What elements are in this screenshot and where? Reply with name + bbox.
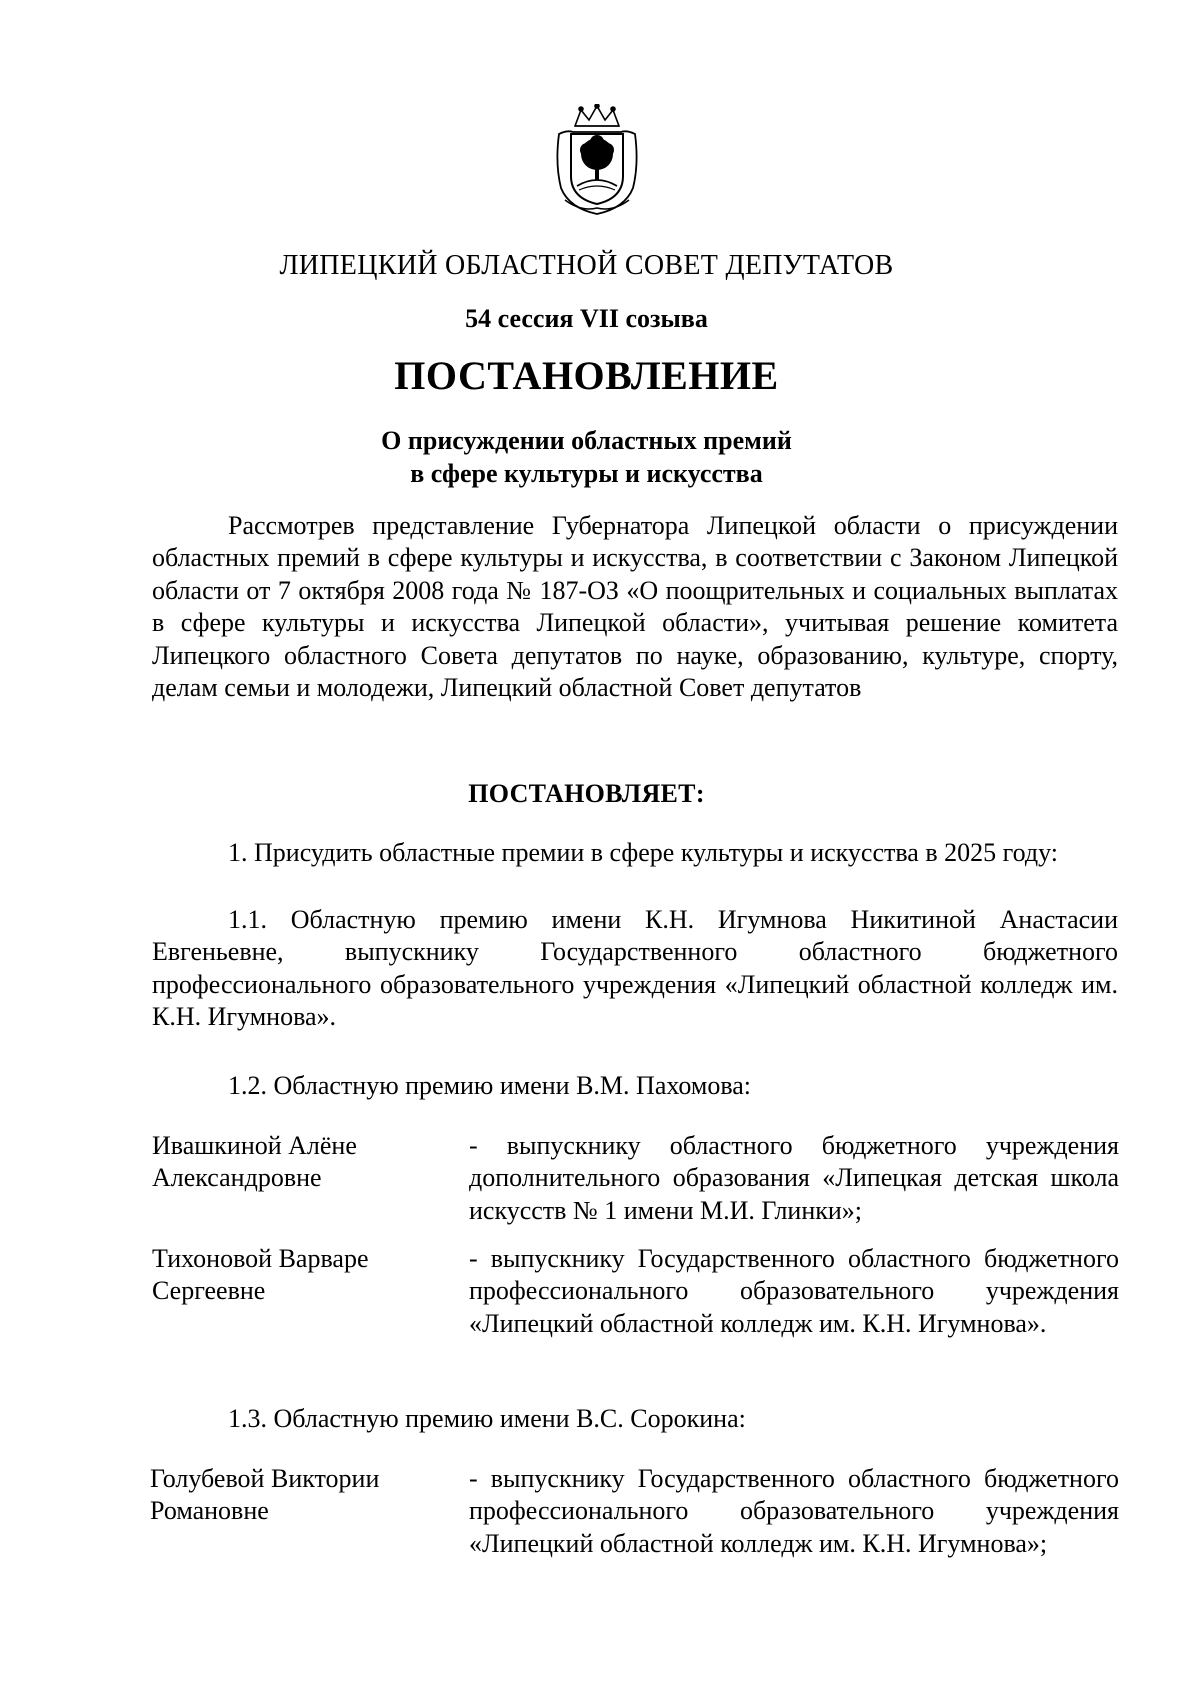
decrees-heading: ПОСТАНОВЛЯЕТ: [468,779,705,808]
preamble-paragraph: Рассмотрев представление Губернатора Липецкой области о присуждении областных премий в сфере культуры и искусства, в соответствии с Законом Липецкой области от 7 октября 2008 года № 187-ОЗ «О поощрительных и социальных выплатах в сфере культуры и искусства Липецкой области», учитывая решение комитета Липецкого областного Совета депутатов по науке, образованию, культуре, спорту, делам семьи и молодежи, Липецкий областной Совет депутатов [152,511,1118,703]
paragraph-1-3: 1.3. Областную премию имени В.С. Сорокина: [228,1404,746,1433]
lipetsk-oblast-coat-of-arms-icon [551,104,643,216]
council-name: ЛИПЕЦКИЙ ОБЛАСТНОЙ СОВЕТ ДЕПУТАТОВ [279,250,894,281]
subject-line-2: в сфере культуры и искусства [410,459,763,488]
subject-line-1: О присуждении областных премий [381,426,792,455]
awardee-name: Тихоновой Варваре Сергеевне [152,1244,369,1306]
awardee-name: Голубевой Виктории Романовне [150,1464,380,1526]
document-type-title: ПОСТАНОВЛЕНИЕ [394,353,779,398]
paragraph-1-2: 1.2. Областную премию имени В.М. Пахомова: [228,1071,752,1100]
document-subject [0,424,1173,490]
session-line: 54 сессия VII созыва [465,304,708,333]
awardee-description: - выпускнику Государственного областного бюджетного профессионального образовательного учреждения «Липецкий областной колледж им. К.Н. Игумнова». [469,1244,1119,1338]
awardee-description: - выпускнику Государственного областного бюджетного профессионального образовательного учреждения «Липецкий областной колледж им. К.Н. Игумнова»; [469,1464,1119,1558]
awardee-name: Ивашкиной Алёне Александровне [152,1131,357,1193]
paragraph-1: 1. Присудить областные премии в сфере культуры и искусства в 2025 году: [228,838,1058,867]
paragraph-1-1: 1.1. Областную премию имени К.Н. Игумнова Никитиной Анастасии Евгеньевне, выпускнику Государственного областного бюджетного профессионального образовательного учреждения «Липецкий областной колледж им. К.Н. Игумнова». [152,905,1118,1032]
awardee-description: - выпускнику областного бюджетного учреждения дополнительного образования «Липецкая детская школа искусств № 1 имени М.И. Глинки»; [469,1131,1119,1225]
